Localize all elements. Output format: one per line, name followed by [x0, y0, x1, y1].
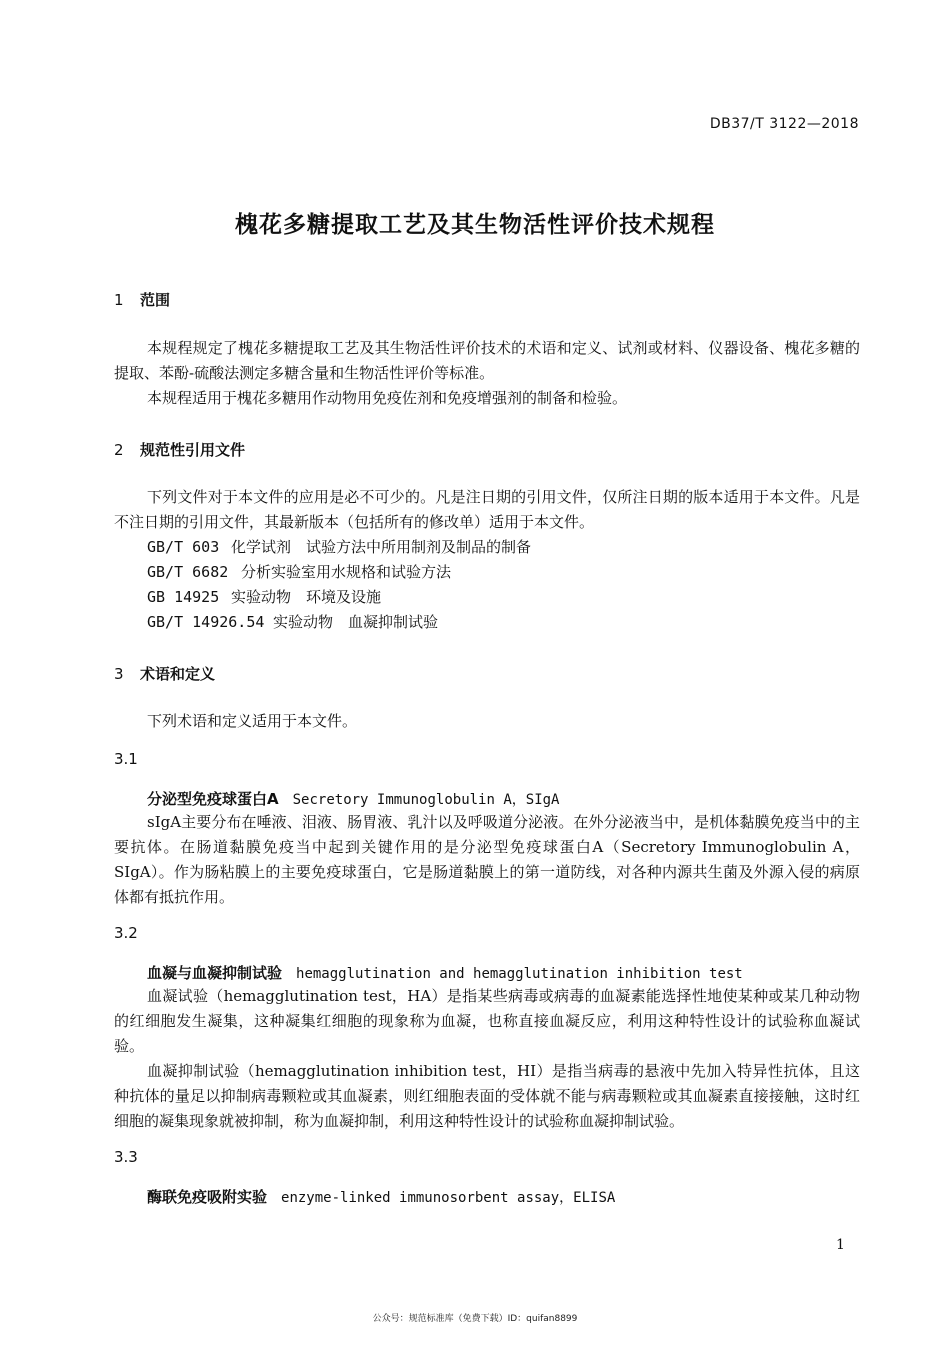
section-heading-normative-references: [114, 439, 245, 460]
section-number: 1: [114, 291, 124, 309]
section-heading-terms-and-definitions: [114, 663, 215, 684]
reference-name: 实验动物 环境及设施: [231, 588, 382, 606]
reference-code: GB/T 14926.54: [147, 613, 265, 631]
reference-item: [147, 585, 381, 610]
paragraph: 本规程适用于槐花多糖用作动物用免疫佐剂和免疫增强剂的制备和检验。: [147, 389, 628, 407]
paragraph: 血凝抑制试验（hemagglutination inhibition test，HI）是指当病毒的悬液中先加入特异性抗体，且这种抗体的量足以抑制病毒颗粒或其血凝素，则红细胞表面的受体就不能与病毒颗粒或其血凝素直接接触，这时红细胞的凝集现象就被抑制，称为血凝抑制，利用这种特性设计的试验称血凝抑制试验。: [114, 1062, 860, 1130]
reference-name: 化学试剂 试验方法中所用制剂及制品的制备: [231, 538, 532, 556]
section-title: 规范性引用文件: [140, 441, 246, 459]
section-heading-scope: [114, 289, 170, 310]
reference-code: GB/T 603: [147, 538, 220, 556]
reference-item: [147, 535, 531, 560]
paragraph: 血凝试验（hemagglutination test，HA）是指某些病毒或病毒的血凝素能选择性地使某种或某几种动物的红细胞发生凝集，这种凝集红细胞的现象称为血凝，也称直接血凝反应，利用这种特性设计的试验称血凝试验。: [114, 987, 860, 1055]
section-title: 范围: [140, 291, 171, 309]
term-heading: [147, 788, 560, 809]
term-english: Secretory Immunoglobulin A，SIgA: [292, 792, 560, 808]
term-heading: [147, 962, 743, 983]
section-number: 2: [114, 441, 124, 459]
paragraph: 下列文件对于本文件的应用是必不可少的。凡是注日期的引用文件，仅所注日期的版本适用于本文件。凡是不注日期的引用文件，其最新版本（包括所有的修改单）适用于本文件。: [114, 488, 860, 531]
reference-name: 分析实验室用水规格和试验方法: [241, 563, 452, 581]
paragraph: 本规程规定了槐花多糖提取工艺及其生物活性评价技术的术语和定义、试剂或材料、仪器设备、槐花多糖的提取、苯酚-硫酸法测定多糖含量和生物活性评价等标准。: [114, 339, 860, 382]
reference-code: GB/T 6682: [147, 563, 229, 581]
term-english: hemagglutination and hemagglutination inhibition test: [296, 966, 743, 982]
paragraph: 下列术语和定义适用于本文件。: [147, 712, 358, 730]
term-english: enzyme-linked immunosorbent assay，ELISA: [281, 1190, 616, 1206]
reference-item: [147, 610, 438, 635]
document-code: DB37/T 3122—2018: [709, 116, 859, 132]
reference-code: GB 14925: [147, 588, 220, 606]
page-title: 槐花多糖提取工艺及其生物活性评价技术规程: [235, 212, 715, 238]
subsection-number: 3.2: [114, 924, 138, 942]
term-chinese: 血凝与血凝抑制试验: [147, 964, 283, 982]
term-chinese: 酶联免疫吸附实验: [147, 1188, 268, 1206]
page-number: 1: [836, 1237, 845, 1253]
term-heading: [147, 1186, 615, 1207]
subsection-number: 3.1: [114, 750, 138, 768]
paragraph: sIgA主要分布在唾液、泪液、肠胃液、乳汁以及呼吸道分泌液。在外分泌液当中，是机体黏膜免疫当中的主要抗体。在肠道黏膜免疫当中起到关键作用的是分泌型免疫球蛋白A（Secretory Immunoglobulin A，SIgA）。作为肠粘膜上的主要免疫球蛋白，它是肠道黏膜上的第一道防线，对各种内源共生菌及外源入侵的病原体都有抵抗作用。: [114, 813, 860, 906]
reference-item: [147, 560, 451, 585]
section-title: 术语和定义: [140, 665, 216, 683]
footer-note: 公众号：规范标准库（免费下载）ID：quifan8899: [372, 1314, 578, 1324]
reference-name: 实验动物 血凝抑制试验: [273, 613, 439, 631]
term-chinese: 分泌型免疫球蛋白A: [147, 790, 279, 808]
section-number: 3: [114, 665, 124, 683]
subsection-number: 3.3: [114, 1148, 138, 1166]
